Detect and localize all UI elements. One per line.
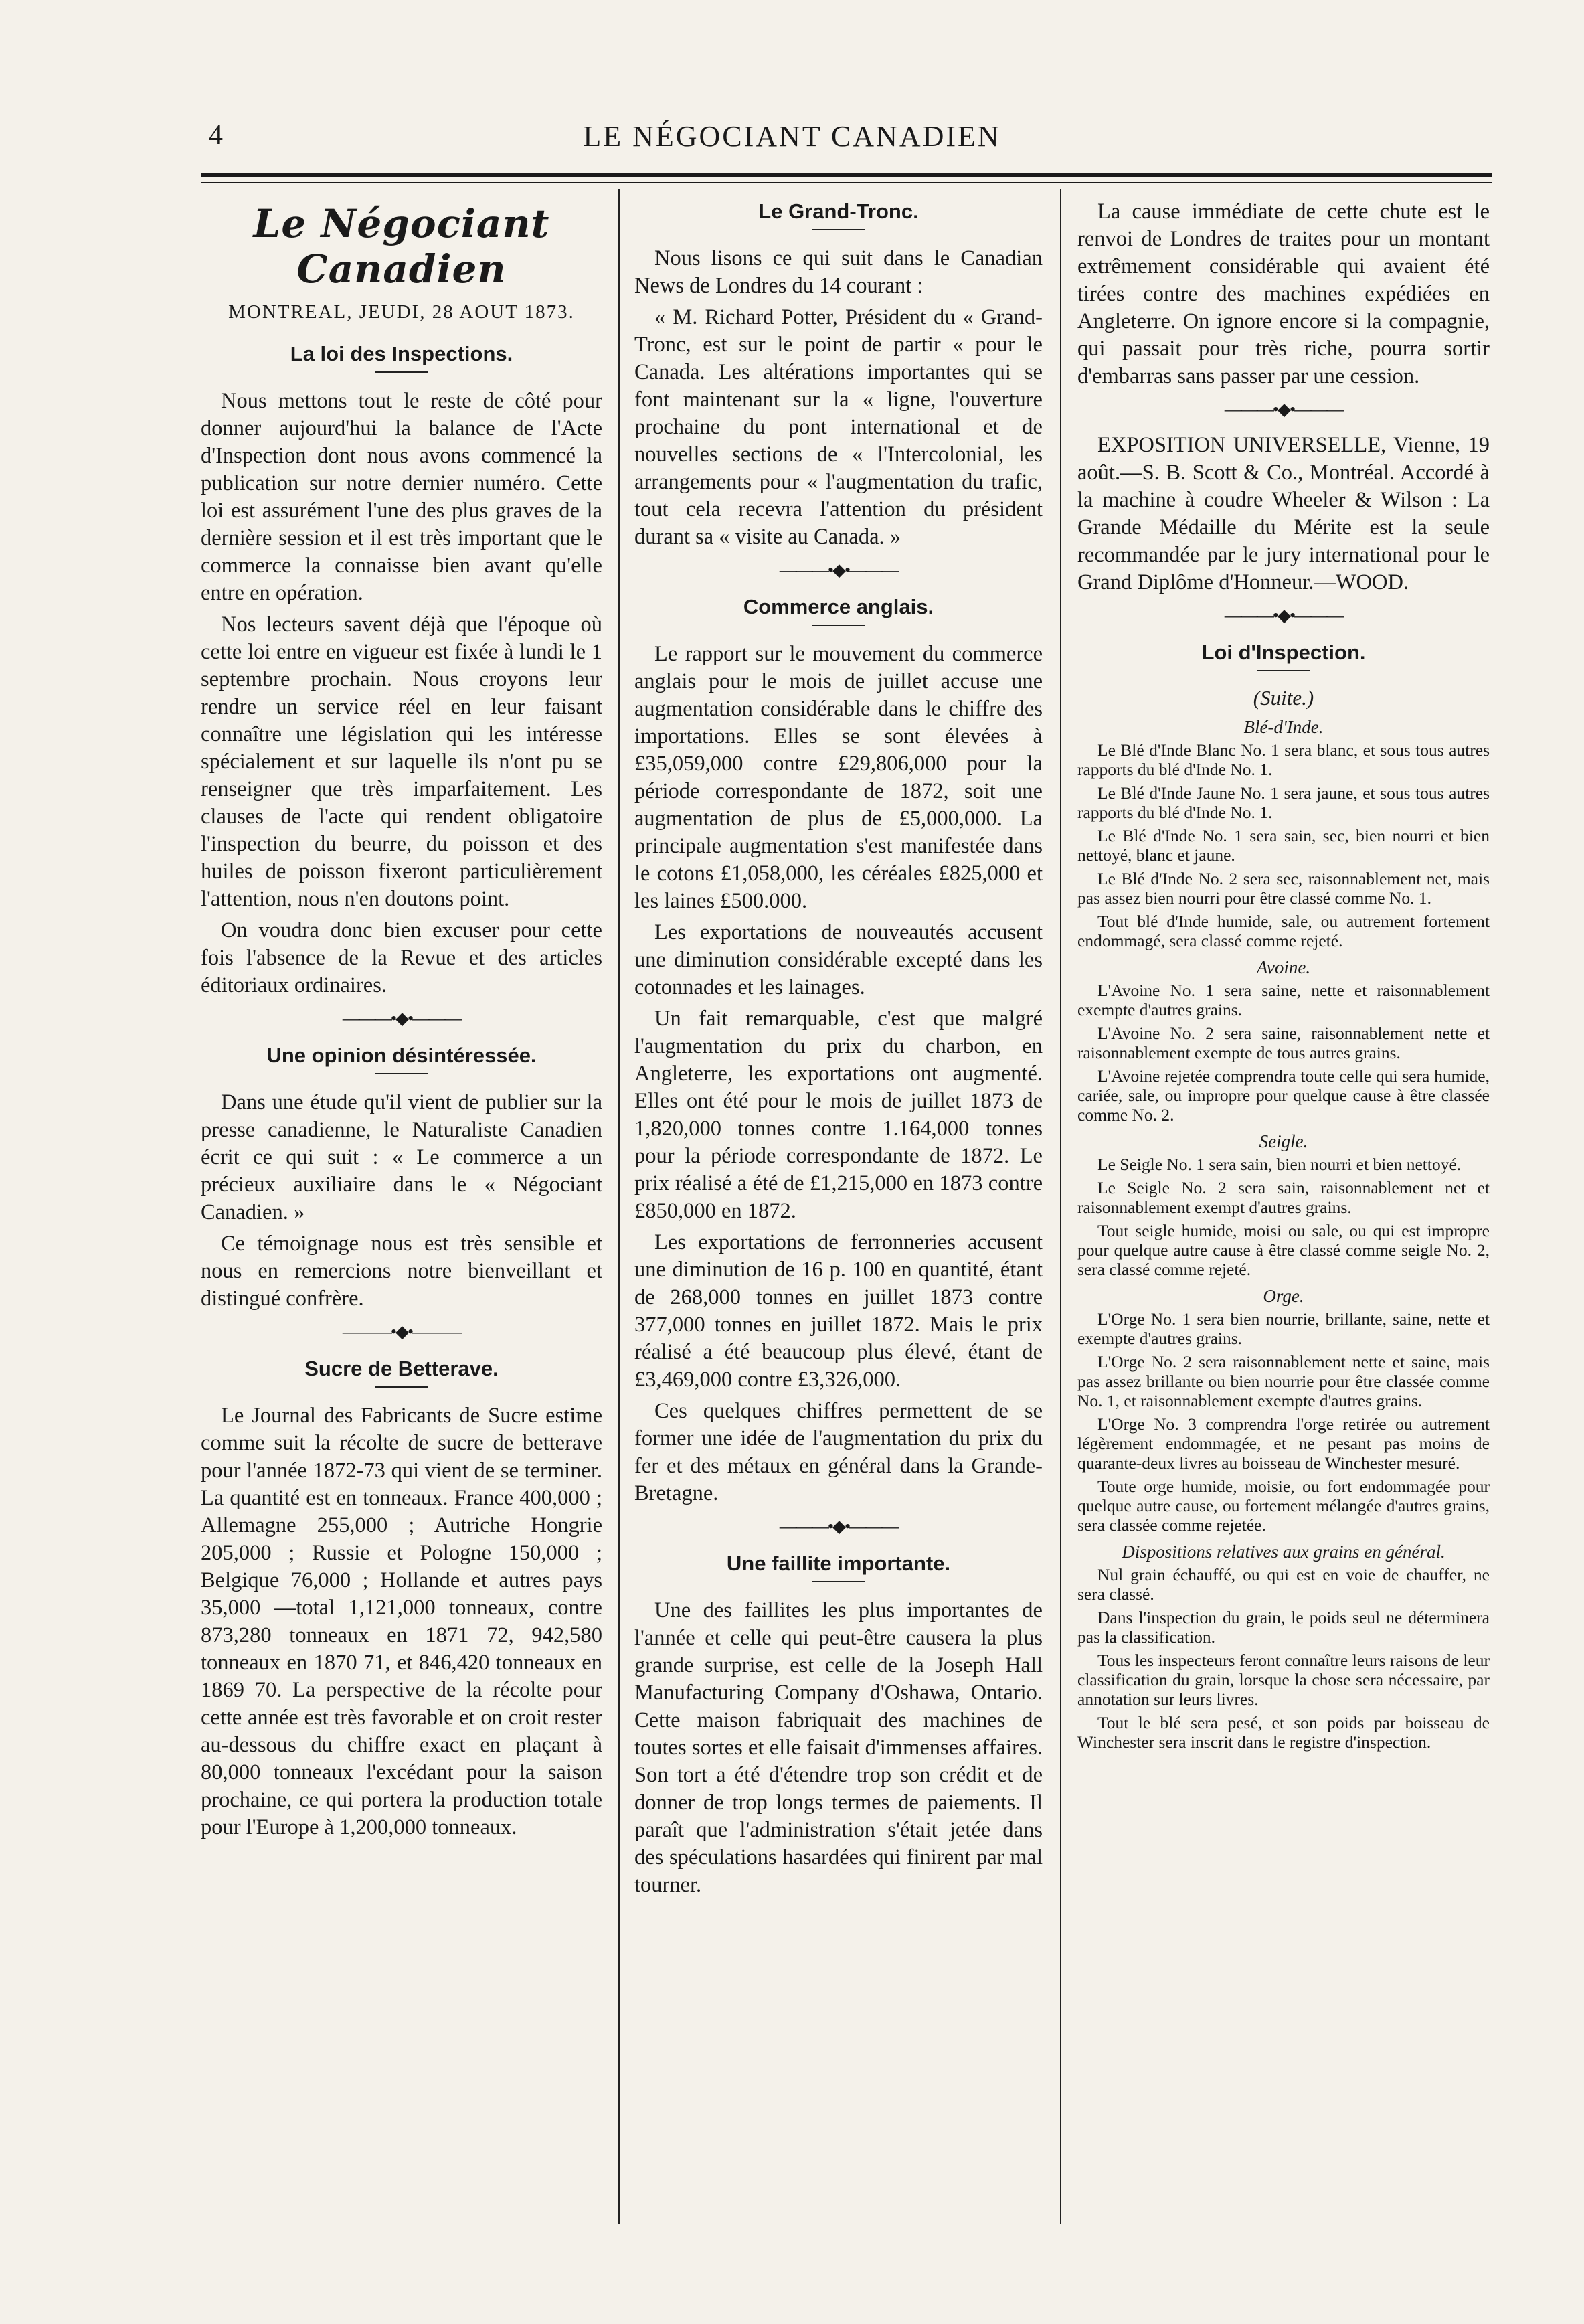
section-heading-ble: Blé-d'Inde. bbox=[1243, 717, 1324, 737]
law-clause: L'Orge No. 2 sera raisonnablement nette et saine, mais pas assez brillante ou bien nourrie pour être classée comme No. 1, et raisonnablement exempte d'autres grains. bbox=[1077, 1352, 1490, 1410]
section-ornament: ———•◆•——— bbox=[1224, 606, 1343, 625]
article-title-faillite: Une faillite importante. bbox=[726, 1552, 951, 1575]
article-title-grand-tronc: Le Grand-Tronc. bbox=[758, 199, 919, 223]
law-clause: Dans l'inspection du grain, le poids seul ne déterminera pas la classification. bbox=[1077, 1608, 1490, 1647]
page-number: 4 bbox=[209, 120, 223, 151]
title-rule bbox=[812, 625, 865, 626]
section-ornament: ———•◆•——— bbox=[779, 560, 898, 580]
law-clause: L'Orge No. 3 comprendra l'orge retirée ou autrement légèrement endommagée, et ne pesant pas moins de quarante-deux livres au boisseau de Winchester mesuré. bbox=[1077, 1414, 1490, 1473]
article-title-loi: Loi d'Inspection. bbox=[1201, 641, 1366, 664]
section-ornament: ———•◆•——— bbox=[342, 1322, 461, 1341]
article-paragraph: On voudra donc bien excuser pour cette fois l'absence de la Revue et des articles éditoriaux ordinaires. bbox=[201, 918, 602, 997]
law-clause: Le Seigle No. 2 sera sain, raisonnablement net et raisonnablement exempt d'autres grains. bbox=[1077, 1178, 1490, 1217]
law-clause: Le Blé d'Inde No. 1 sera sain, sec, bien nourri et bien nettoyé, blanc et jaune. bbox=[1077, 826, 1490, 865]
section-ornament: ———•◆•——— bbox=[342, 1009, 461, 1028]
title-rule bbox=[1257, 670, 1310, 671]
article-title-opinion: Une opinion désintéressée. bbox=[266, 1044, 537, 1067]
article-title-sucre: Sucre de Betterave. bbox=[304, 1357, 499, 1380]
article-paragraph: Nous lisons ce qui suit dans le Canadian News de Londres du 14 courant : bbox=[634, 246, 1043, 298]
masthead: Le Négociant Canadien bbox=[253, 201, 550, 292]
suite-label: (Suite.) bbox=[1253, 686, 1314, 710]
article-paragraph: Nos lecteurs savent déjà que l'époque où cette loi entre en vigueur est fixée à lundi le 1 septembre prochain. Nous croyons leur rendre un service réel en leur faisant connaître une législation qui les intéresse spécialement et sur laquelle ils n'ont pu se renseigner que très imparfaitement. Les clauses de l'acte qui rendent obligatoire l'inspection du beurre, du poisson et des huiles de poisson fixeront particulièrement l'attention, nous n'en doutons point. bbox=[201, 612, 602, 911]
section-heading-orge: Orge. bbox=[1263, 1286, 1304, 1306]
column-divider-right bbox=[1060, 189, 1061, 2224]
section-ornament: ———•◆•——— bbox=[779, 1517, 898, 1536]
header-rule-thick bbox=[201, 173, 1492, 177]
article-paragraph: Ces quelques chiffres permettent de se former une idée de l'augmentation du prix du fer et des métaux en général dans la Grande-Bretagne. bbox=[634, 1399, 1043, 1505]
article-title-commerce: Commerce anglais. bbox=[743, 595, 934, 618]
law-clause: L'Avoine rejetée comprendra toute celle qui sera humide, cariée, sale, ou impropre pour quelque cause à être classée comme No. 2. bbox=[1077, 1066, 1490, 1125]
law-clause: Tous les inspecteurs feront connaître leurs raisons de leur classification du grain, lorsque la chose sera nécessaire, par annotation sur leurs livres. bbox=[1077, 1651, 1490, 1709]
section-heading-seigle: Seigle. bbox=[1259, 1131, 1308, 1151]
article-paragraph: Dans une étude qu'il vient de publier sur la presse canadienne, le Naturaliste Canadien écrit ce qui suit : « Le commerce a un précieux auxiliaire dans le « Négociant Canadien. » bbox=[201, 1090, 602, 1224]
article-paragraph: Nous mettons tout le reste de côté pour donner aujourd'hui la balance de l'Acte d'Inspection dont nous avons commencé la publication sur notre dernier numéro. Cette loi est assurément l'une des plus graves de la dernière session et il est très important que le commerce la connaisse bien avant qu'elle entre en opération. bbox=[201, 389, 602, 605]
title-rule bbox=[375, 1386, 428, 1388]
section-heading-avoine: Avoine. bbox=[1256, 957, 1311, 977]
article-paragraph: Les exportations de nouveautés accusent une diminution considérable excepté dans les cotonnades et les lainages. bbox=[634, 920, 1043, 999]
article-title-inspections: La loi des Inspections. bbox=[290, 342, 513, 365]
law-clause: Le Seigle No. 1 sera sain, bien nourri et bien nettoyé. bbox=[1097, 1155, 1462, 1174]
law-clause: Tout seigle humide, moisi ou sale, ou qui est impropre pour quelque autre cause à être classé comme seigle No. 2, sera classé comme rejeté. bbox=[1077, 1221, 1490, 1279]
section-heading-dispositions: Dispositions relatives aux grains en général. bbox=[1122, 1542, 1445, 1562]
loi-sections bbox=[1077, 717, 1490, 1752]
title-rule bbox=[375, 371, 428, 373]
law-clause: Tout blé d'Inde humide, sale, ou autrement fortement endommagé, sera classé comme rejeté. bbox=[1077, 912, 1490, 950]
law-clause: L'Orge No. 1 sera bien nourrie, brillante, saine, nette et exempte d'autres grains. bbox=[1077, 1309, 1490, 1348]
article-paragraph: « M. Richard Potter, Président du « Grand-Tronc, est sur le point de partir « pour le Canada. Les altérations importantes qui se font maintenant sur la « ligne, l'ouverture prochaine du pont international et de nouvelles sections de « l'Intercolonial, les arrangements pour « l'augmentation du trafic, tout cela recevra l'attention du président durant sa « visite au Canada. » bbox=[634, 305, 1043, 549]
article-paragraph: Ce témoignage nous est très sensible et nous en remercions notre bienveillant et distingué confrère. bbox=[201, 1232, 602, 1311]
title-rule bbox=[812, 229, 865, 230]
dateline: MONTREAL, JEUDI, 28 AOUT 1873. bbox=[228, 301, 575, 323]
law-clause: Le Blé d'Inde No. 2 sera sec, raisonnablement net, mais pas assez bien nourri pour être classé comme No. 1. bbox=[1077, 869, 1490, 908]
article-paragraph: Un fait remarquable, c'est que malgré l'augmentation du prix du charbon, en Angleterre, les exportations ont augmenté. Elles ont été pour le mois de juillet 1873 de 1,820,000 tonnes contre 1.164,000 tonnes pour la période correspondante de 1872. Le prix réalisé a été de £1,215,000 en 1873 contre £850,000 en 1872. bbox=[634, 1007, 1043, 1223]
title-rule bbox=[812, 1581, 865, 1582]
article-paragraph: Le rapport sur le mouvement du commerce anglais pour le mois de juillet accuse une augmentation considérable dans le chiffre des importations. Elles se sont élevées à £35,059,000 contre £29,806,000 pour la période correspondante de 1872, soit une augmentation de plus de £5,000,000. La principale augmentation s'est manifestée dans le cotons £1,058,000, les céréales £825,000 et les laines £500.000. bbox=[634, 642, 1043, 913]
article-paragraph-chute: La cause immédiate de cette chute est le renvoi de Londres de traites pour un montant extrêmement considérable qui avaient été tirées contre des machines expédiées en Angleterre. On ignore encore si la compagnie, qui passait pour très riche, pourra sortir d'embarras sans passer par une cession. bbox=[1077, 199, 1490, 388]
law-clause: Le Blé d'Inde Jaune No. 1 sera jaune, et sous tous autres rapports du blé d'Inde No. 1. bbox=[1077, 783, 1490, 822]
law-clause: Nul grain échauffé, ou qui est en voie de chauffer, ne sera classé. bbox=[1077, 1565, 1490, 1604]
law-clause: L'Avoine No. 2 sera saine, raisonnablement nette et raisonnablement exempte de tous autres grains. bbox=[1077, 1023, 1490, 1062]
running-title: LE NÉGOCIANT CANADIEN bbox=[583, 120, 1001, 153]
exposition-notice: EXPOSITION UNIVERSELLE, Vienne, 19 août.—S. B. Scott & Co., Montréal. Accordé à la machine à coudre Wheeler & Wilson : La Grande Médaille du Mérite est la seule recommandée par le jury international pour le Grand Diplôme d'Honneur.—WOOD. bbox=[1077, 433, 1490, 594]
law-clause: Le Blé d'Inde Blanc No. 1 sera blanc, et sous tous autres rapports du blé d'Inde No. 1. bbox=[1077, 740, 1490, 779]
article-paragraph: Le Journal des Fabricants de Sucre estime comme suit la récolte de sucre de betterave pour l'année 1872-73 qui vient de se terminer. La quantité est en tonneaux. France 400,000 ; Allemagne 255,000 ; Autriche Hongrie 205,000 ; Russie et Pologne 150,000 ; Belgique 76,000 ; Hollande et autres pays 35,000 —total 1,121,000 tonneaux, contre 873,280 tonneaux en 1871 72, 942,580 tonneaux en 1870 71, et 846,420 tonneaux en 1869 70. La perspective de la récolte pour cette année est très favorable et on croit rester au-dessous du chiffre exact en plaçant à 80,000 tonneaux l'excédant pour la saison prochaine, ce qui portera la production totale pour l'Europe à 1,200,000 tonneaux. bbox=[201, 1404, 602, 1839]
title-rule bbox=[375, 1073, 428, 1074]
column-2 bbox=[634, 189, 1043, 1903]
header-rule-thin bbox=[201, 182, 1492, 183]
law-clause: L'Avoine No. 1 sera saine, nette et raisonnablement exempte d'autres grains. bbox=[1077, 981, 1490, 1019]
column-divider-left bbox=[618, 189, 620, 2224]
law-clause: Tout le blé sera pesé, et son poids par boisseau de Winchester sera inscrit dans le registre d'inspection. bbox=[1077, 1713, 1490, 1752]
article-paragraph: Les exportations de ferronneries accusent une diminution de 16 p. 100 en quantité, étant de 268,000 tonnes en juillet 1873 contre 377,000 tonnes en juillet 1872. Mais le prix réalisé a été beaucoup plus élevé, étant de £3,469,000 contre £3,326,000. bbox=[634, 1230, 1043, 1392]
article-paragraph: Une des faillites les plus importantes de l'année et celle qui peut-être causera la plus grande surprise, est celle de la Joseph Hall Manufacturing Company d'Oshawa, Ontario. Cette maison fabriquait des machines de toutes sortes et elle faisait d'immenses affaires. Son tort a été d'étendre trop son crédit et de donner de trop longs termes de paiements. Il paraît que l'administration s'était jetée dans des spéculations hasardées qui finirent par mal tourner. bbox=[634, 1598, 1043, 1897]
law-clause: Toute orge humide, moisie, ou fort endommagée pour quelque autre cause, ou fortement mélangée d'autres grains, sera classée comme rejetée. bbox=[1077, 1477, 1490, 1535]
column-3 bbox=[1077, 189, 1490, 1756]
section-ornament: ———•◆•——— bbox=[1224, 400, 1343, 419]
column-1 bbox=[201, 189, 602, 1845]
